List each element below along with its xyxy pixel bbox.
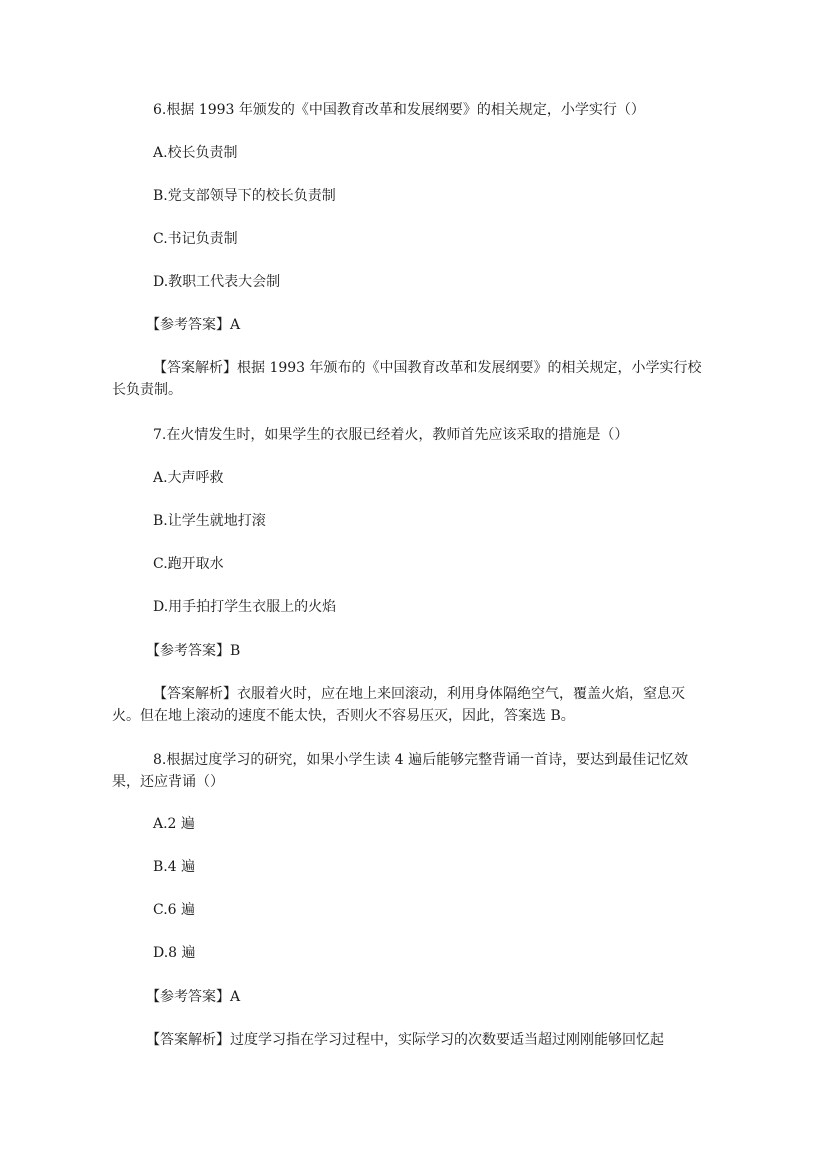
question-7-option-d: D.用手拍打学生衣服上的火焰 <box>153 599 337 615</box>
question-6-option-d: D.教职工代表大会制 <box>153 274 281 290</box>
question-6-option-b: B.党支部领导下的校长负责制 <box>153 188 336 204</box>
question-8-option-a: A.2 遍 <box>153 816 195 832</box>
question-6-option-a: A.校长负责制 <box>153 145 238 161</box>
question-8-answer: 【参考答案】A <box>146 989 241 1005</box>
question-8-option-c: C.6 遍 <box>153 902 196 918</box>
question-7-option-a: A.大声呼救 <box>153 470 224 486</box>
question-7-stem: 7.在火情发生时，如果学生的衣服已经着火，教师首先应该采取的措施是（） <box>153 427 629 443</box>
question-8-analysis: 【答案解析】过度学习指在学习过程中，实际学习的次数要适当超过刚刚能够回忆起 <box>146 1032 664 1048</box>
question-8-option-d: D.8 遍 <box>153 945 196 961</box>
question-6-option-c: C.书记负责制 <box>153 231 238 247</box>
question-7-option-c: C.跑开取水 <box>153 556 224 572</box>
question-7-option-b: B.让学生就地打滚 <box>153 513 266 529</box>
question-6-analysis: 【答案解析】根据 1993 年颁布的《中国教育改革和发展纲要》的相关规定，小学实行校长负责制。 <box>112 360 702 398</box>
question-6-answer: 【参考答案】A <box>146 317 241 333</box>
question-7-answer: 【参考答案】B <box>146 643 241 659</box>
question-6-stem: 6.根据 1993 年颁发的《中国教育改革和发展纲要》的相关规定，小学实行（） <box>153 102 645 118</box>
question-8-stem: 8.根据过度学习的研究，如果小学生读 4 遍后能够完整背诵一首诗，要达到最佳记忆效果，还应背诵（） <box>112 752 689 790</box>
question-8-option-b: B.4 遍 <box>153 859 196 875</box>
question-7-analysis: 【答案解析】衣服着火时，应在地上来回滚动，利用身体隔绝空气，覆盖火焰，窒息灭火。但在地上滚动的速度不能太快，否则火不容易压灭，因此，答案选 B。 <box>112 686 685 724</box>
